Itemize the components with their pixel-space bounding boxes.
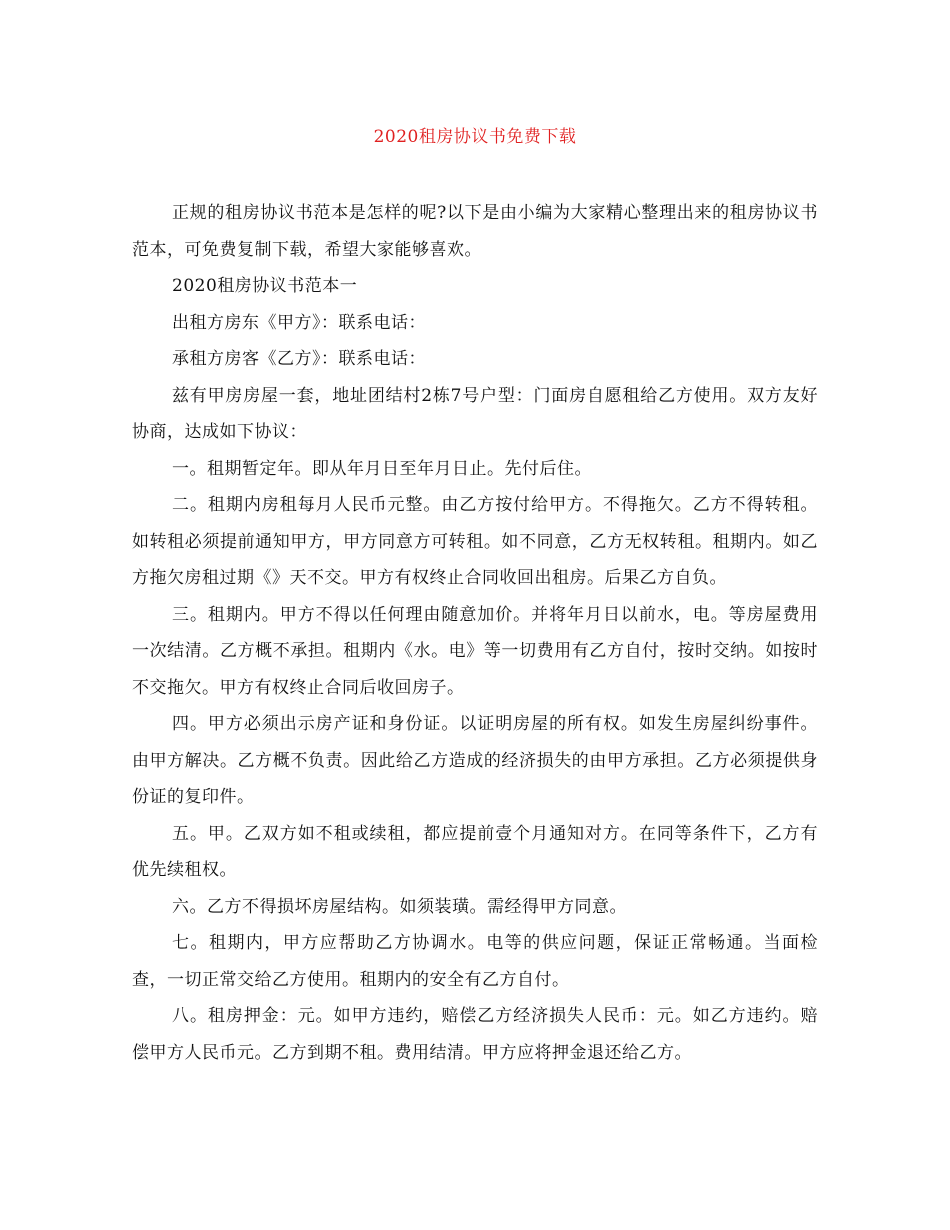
paragraph-intro: 正规的租房协议书范本是怎样的呢?以下是由小编为大家精心整理出来的租房协议书范本，可免费复制下载，希望大家能够喜欢。 (132, 203, 818, 260)
paragraph-lessee: 承租方房客《乙方》：联系电话： (172, 349, 426, 369)
document-title: 2020租房协议书免费下载 (373, 127, 577, 147)
document-body (132, 195, 818, 1071)
clause-1: 一。租期暂定年。即从年月日至年月日止。先付后住。 (172, 458, 592, 479)
clause-4: 四。甲方必须出示房产证和身份证。以证明房屋的所有权。如发生房屋纠纷事件。由甲方解决。乙方概不负责。因此给乙方造成的经济损失的由甲方承担。乙方必须提供身份证的复印件。 (132, 714, 818, 807)
clause-3: 三。租期内。甲方不得以任何理由随意加价。并将年月日以前水，电。等房屋费用一次结清。乙方概不承担。租期内《水。电》等一切费用有乙方自付，按时交纳。如按时不交拖欠。甲方有权终止合同后收回房子。 (132, 604, 818, 698)
clause-6: 六。乙方不得损坏房屋结构。如须装璜。需经得甲方同意。 (172, 896, 627, 917)
clause-7: 七。租期内，甲方应帮助乙方协调水。电等的供应问题，保证正常畅通。当面检查，一切正常交给乙方使用。租期内的安全有乙方自付。 (132, 933, 818, 990)
paragraph-premises: 兹有甲房房屋一套，地址团结村2栋7号户型：门面房自愿租给乙方使用。双方友好协商，达成如下协议： (132, 385, 818, 442)
clause-8: 八。租房押金：元。如甲方违约，赔偿乙方经济损失人民币：元。如乙方违约。赔偿甲方人民币元。乙方到期不租。费用结清。甲方应将押金退还给乙方。 (132, 1006, 818, 1063)
clause-2: 二。租期内房租每月人民币元整。由乙方按付给甲方。不得拖欠。乙方不得转租。如转租必须提前通知甲方，甲方同意方可转租。如不同意，乙方无权转租。租期内。如乙方拖欠房租过期《》天不交。甲方有权终止合同收回出租房。后果乙方自负。 (132, 495, 818, 588)
paragraph-sample-heading: 2020租房协议书范本一 (172, 276, 358, 296)
clause-5: 五。甲。乙双方如不租或续租，都应提前壹个月通知对方。在同等条件下，乙方有优先续租权。 (132, 823, 818, 880)
paragraph-lessor: 出租方房东《甲方》：联系电话： (172, 312, 426, 333)
